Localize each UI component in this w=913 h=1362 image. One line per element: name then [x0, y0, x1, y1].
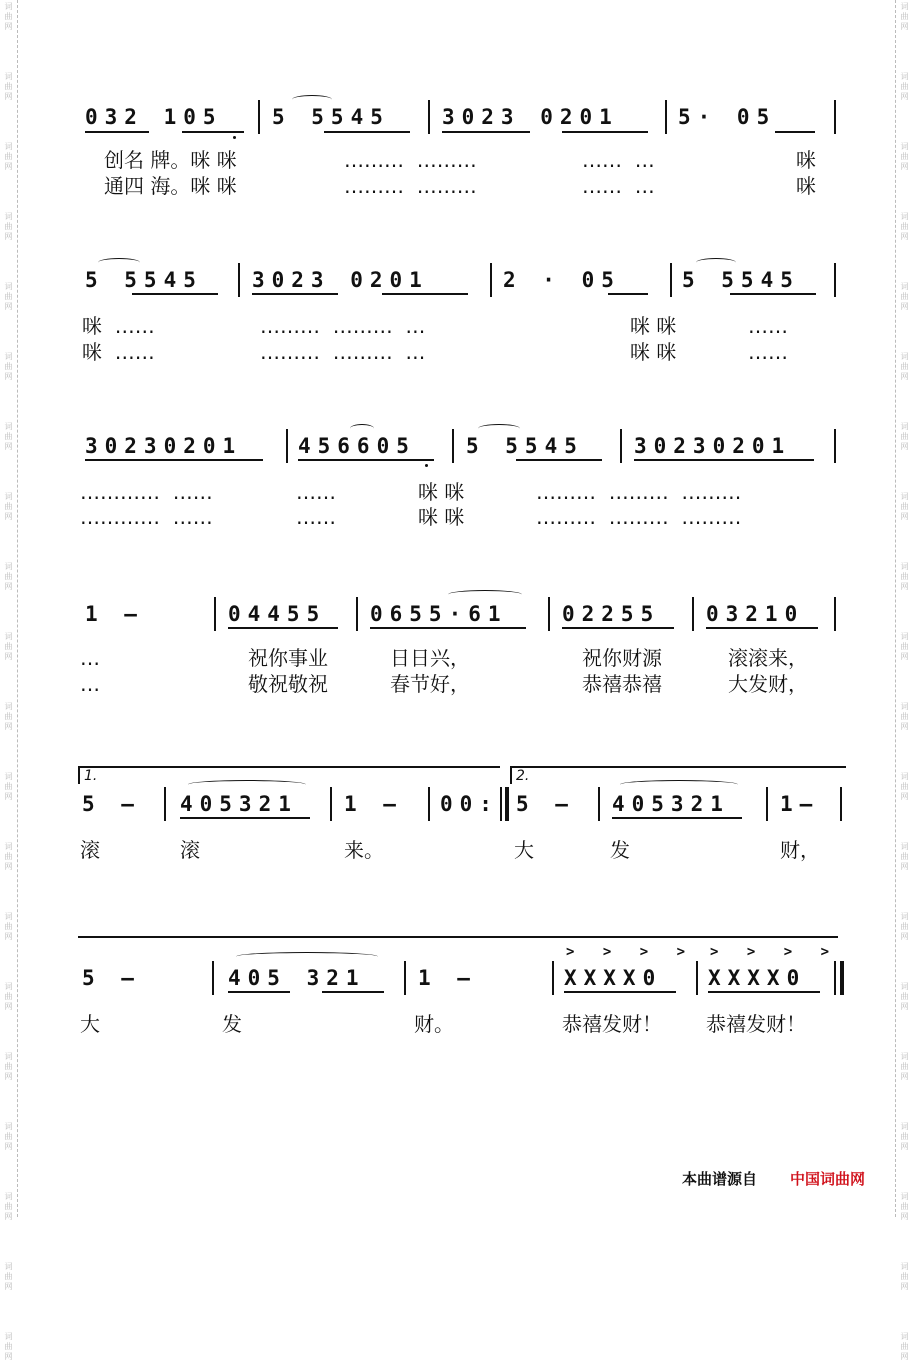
- measure-notes: 1 —: [85, 602, 144, 626]
- watermark-stamp: 词 曲 网: [4, 912, 13, 941]
- measure-notes: 00:: [440, 792, 499, 816]
- beam-line: [634, 459, 814, 461]
- barline: [834, 429, 836, 463]
- measure-notes: 5 5545: [85, 268, 203, 292]
- measure-notes: 1 —: [418, 966, 477, 990]
- measure-notes: 5 5545: [466, 434, 584, 458]
- system-line: [78, 936, 838, 938]
- beam-line: [132, 293, 218, 295]
- watermark-stamp: 词 曲 网: [900, 702, 909, 731]
- watermark-stamp: 词 曲 网: [4, 352, 13, 381]
- volta-bracket-1: [78, 766, 500, 768]
- lyric-line: …… …: [582, 148, 655, 172]
- lyric-line: 祝你事业: [248, 646, 328, 670]
- barline: [840, 787, 842, 821]
- watermark-stamp: 词 曲 网: [4, 1192, 13, 1221]
- lyric-line: 通四 海。咪 咪: [104, 174, 237, 198]
- barline: [766, 787, 768, 821]
- lyric-line: ……: [748, 314, 788, 338]
- slur: [696, 258, 736, 267]
- lyric-word: 滚: [80, 838, 100, 862]
- slur: [448, 590, 522, 599]
- volta-2-label: 2.: [516, 768, 530, 784]
- watermark-stamp: 词 曲 网: [4, 492, 13, 521]
- watermark-stamp: 词 曲 网: [4, 2, 13, 31]
- barline: [286, 429, 288, 463]
- barline: [548, 597, 550, 631]
- beam-line: [608, 293, 648, 295]
- watermark-stamp: 词 曲 网: [900, 982, 909, 1011]
- beam-line: [298, 459, 434, 461]
- watermark-stamp: 词 曲 网: [4, 632, 13, 661]
- watermark-stamp: 词 曲 网: [900, 632, 909, 661]
- beam-line: [730, 293, 816, 295]
- measure-notes: 032 105: [85, 105, 223, 129]
- barline: [330, 787, 332, 821]
- lyric-line: …… …: [582, 174, 655, 198]
- lyric-line: ……… ……… ………: [536, 480, 742, 504]
- lyric-line: 日日兴，: [390, 646, 470, 670]
- volta-bracket-2-edge: [510, 766, 512, 784]
- lyric-word: 恭禧发财！: [562, 1012, 662, 1036]
- barline: [164, 787, 166, 821]
- measure-notes: 3023 0201: [442, 105, 619, 129]
- watermark-stamp: 词 曲 网: [4, 72, 13, 101]
- beam-line: [322, 991, 384, 993]
- barline: [212, 961, 214, 995]
- watermark-stamp: 词 曲 网: [4, 1332, 13, 1361]
- lyric-line: 恭禧恭禧: [582, 672, 662, 696]
- watermark-stamp: 词 曲 网: [900, 422, 909, 451]
- measure-notes: 02255: [562, 602, 661, 626]
- measure-notes: XXXX0: [564, 966, 663, 990]
- volta-bracket-1-edge: [78, 766, 80, 784]
- measure-notes: 5· 05: [678, 105, 777, 129]
- beam-line: [442, 131, 530, 133]
- octave-dot: [233, 136, 236, 139]
- lyric-line: ……… ………: [344, 148, 477, 172]
- beam-line: [228, 991, 290, 993]
- beam-line: [324, 131, 410, 133]
- barline: [834, 100, 836, 134]
- watermark-stamp: 词 曲 网: [900, 772, 909, 801]
- watermark-stamp: 词 曲 网: [900, 492, 909, 521]
- barline: [834, 263, 836, 297]
- watermark-stamp: 词 曲 网: [4, 562, 13, 591]
- barline: [258, 100, 260, 134]
- watermark-strip-left: [0, 0, 18, 1361]
- barline: [452, 429, 454, 463]
- watermark-stamp: 词 曲 网: [900, 72, 909, 101]
- barline: [238, 263, 240, 297]
- lyric-word: 来。: [344, 838, 384, 862]
- watermark-stamp: 词 曲 网: [900, 842, 909, 871]
- barline: [598, 787, 600, 821]
- lyric-line: 咪 ……: [82, 340, 155, 364]
- barline: [834, 597, 836, 631]
- lyric-line: 咪: [796, 174, 816, 198]
- beam-line: [564, 991, 676, 993]
- beam-line: [382, 293, 468, 295]
- measure-notes: 03210: [706, 602, 805, 626]
- measure-notes: 30230201: [634, 434, 792, 458]
- measure-notes: 405321: [180, 792, 298, 816]
- accent-marks: > > > >: [566, 944, 696, 960]
- beam-line: [516, 459, 602, 461]
- watermark-stamp: 词 曲 网: [4, 212, 13, 241]
- measure-notes: 3023 0201: [252, 268, 429, 292]
- watermark-stamp: 词 曲 网: [4, 1262, 13, 1291]
- beam-line: [775, 131, 815, 133]
- volta-bracket-2: [510, 766, 846, 768]
- watermark-stamp: 词 曲 网: [900, 352, 909, 381]
- lyric-word: 大: [80, 1012, 100, 1036]
- lyric-word: 滚: [180, 838, 200, 862]
- barline: [214, 597, 216, 631]
- beam-line: [180, 817, 310, 819]
- barline: [428, 100, 430, 134]
- barline: [696, 961, 698, 995]
- lyric-line: ……: [296, 480, 336, 504]
- lyric-word: 财。: [414, 1012, 454, 1036]
- slur: [350, 424, 374, 433]
- repeat-barline: [500, 787, 502, 821]
- barline: [620, 429, 622, 463]
- beam-line: [706, 627, 818, 629]
- watermark-stamp: 词 曲 网: [4, 422, 13, 451]
- lyric-line: 敬祝敬祝: [248, 672, 328, 696]
- lyric-line: ………… ……: [80, 480, 213, 504]
- repeat-barline-thick: [505, 787, 509, 821]
- lyric-line: 大发财，: [728, 672, 808, 696]
- lyric-line: 祝你财源: [582, 646, 662, 670]
- measure-notes: 30230201: [85, 434, 243, 458]
- watermark-stamp: 词 曲 网: [900, 1192, 909, 1221]
- lyric-word: 财，: [780, 838, 820, 862]
- source-label: 本曲谱源自: [682, 1170, 758, 1188]
- measure-notes: 405321: [612, 792, 730, 816]
- watermark-stamp: 词 曲 网: [900, 912, 909, 941]
- lyric-line: 创名 牌。咪 咪: [104, 148, 237, 172]
- watermark-stamp: 词 曲 网: [4, 142, 13, 171]
- measure-notes: 5 5545: [272, 105, 390, 129]
- watermark-stamp: 词 曲 网: [4, 282, 13, 311]
- barline: [692, 597, 694, 631]
- measure-notes: 5 —: [516, 792, 575, 816]
- measure-notes: 405 321: [228, 966, 366, 990]
- watermark-stamp: 词 曲 网: [900, 562, 909, 591]
- beam-line: [370, 627, 526, 629]
- watermark-stamp: 词 曲 网: [4, 982, 13, 1011]
- watermark-stamp: 词 曲 网: [4, 702, 13, 731]
- lyric-line: 咪 咪: [630, 314, 677, 338]
- watermark-stamp: 词 曲 网: [4, 772, 13, 801]
- watermark-stamp: 词 曲 网: [900, 1332, 909, 1361]
- final-barline: [834, 961, 836, 995]
- measure-notes: 2 · 05: [503, 268, 621, 292]
- beam-line: [252, 293, 338, 295]
- barline: [490, 263, 492, 297]
- barline: [404, 961, 406, 995]
- measure-notes: 456605: [298, 434, 416, 458]
- lyric-line: 咪: [796, 148, 816, 172]
- lyric-line: 咪 咪: [630, 340, 677, 364]
- slur: [236, 952, 378, 961]
- barline: [552, 961, 554, 995]
- lyric-line: 咪 咪: [418, 505, 465, 529]
- measure-notes: 04455: [228, 602, 327, 626]
- slur: [188, 780, 306, 789]
- beam-line: [562, 627, 674, 629]
- lyric-line: ……… ……… …: [260, 340, 426, 364]
- barline: [670, 263, 672, 297]
- watermark-stamp: 词 曲 网: [900, 1262, 909, 1291]
- beam-line: [612, 817, 742, 819]
- lyric-line: ……… ……… ………: [536, 505, 742, 529]
- final-barline-thick: [840, 961, 844, 995]
- slur: [292, 95, 332, 104]
- slur: [478, 424, 520, 433]
- watermark-stamp: 词 曲 网: [900, 282, 909, 311]
- measure-notes: 5 —: [82, 966, 141, 990]
- watermark-stamp: 词 曲 网: [900, 212, 909, 241]
- watermark-stamp: 词 曲 网: [900, 142, 909, 171]
- measure-notes: XXXX0: [708, 966, 807, 990]
- lyric-word: 发: [610, 838, 630, 862]
- accent-marks: > > > >: [710, 944, 840, 960]
- watermark-stamp: 词 曲 网: [900, 2, 909, 31]
- lyric-line: ………… ……: [80, 505, 213, 529]
- lyric-line: ……: [296, 505, 336, 529]
- beam-line: [562, 131, 648, 133]
- volta-1-label: 1.: [84, 768, 98, 784]
- beam-line: [85, 131, 149, 133]
- octave-dot: [425, 464, 428, 467]
- lyric-line: …: [80, 672, 100, 696]
- watermark-stamp: 词 曲 网: [4, 1122, 13, 1151]
- slur: [620, 780, 738, 789]
- watermark-stamp: 词 曲 网: [4, 1052, 13, 1081]
- lyric-line: 春节好，: [390, 672, 470, 696]
- measure-notes: 1—: [780, 792, 820, 816]
- watermark-stamp: 词 曲 网: [900, 1052, 909, 1081]
- watermark-strip-right: [895, 0, 913, 1361]
- lyric-word: 发: [222, 1012, 242, 1036]
- measure-notes: 1 —: [344, 792, 403, 816]
- barline: [356, 597, 358, 631]
- watermark-stamp: 词 曲 网: [4, 842, 13, 871]
- lyric-line: ……: [748, 340, 788, 364]
- lyric-line: ……… ……… …: [260, 314, 426, 338]
- beam-line: [708, 991, 820, 993]
- beam-line: [228, 627, 338, 629]
- barline: [665, 100, 667, 134]
- lyric-line: 咪 咪: [418, 480, 465, 504]
- lyric-line: ……… ………: [344, 174, 477, 198]
- watermark-stamp: 词 曲 网: [900, 1122, 909, 1151]
- lyric-word: 恭禧发财！: [706, 1012, 806, 1036]
- site-name-link[interactable]: 中国词曲网: [790, 1170, 866, 1188]
- lyric-line: 滚滚来，: [728, 646, 808, 670]
- beam-line: [182, 131, 244, 133]
- measure-notes: 5 5545: [682, 268, 800, 292]
- measure-notes: 0655·61: [370, 602, 508, 626]
- measure-notes: 5 —: [82, 792, 141, 816]
- slur: [98, 258, 140, 267]
- lyric-line: 咪 ……: [82, 314, 155, 338]
- barline: [428, 787, 430, 821]
- lyric-word: 大: [514, 838, 534, 862]
- beam-line: [85, 459, 263, 461]
- lyric-line: …: [80, 646, 100, 670]
